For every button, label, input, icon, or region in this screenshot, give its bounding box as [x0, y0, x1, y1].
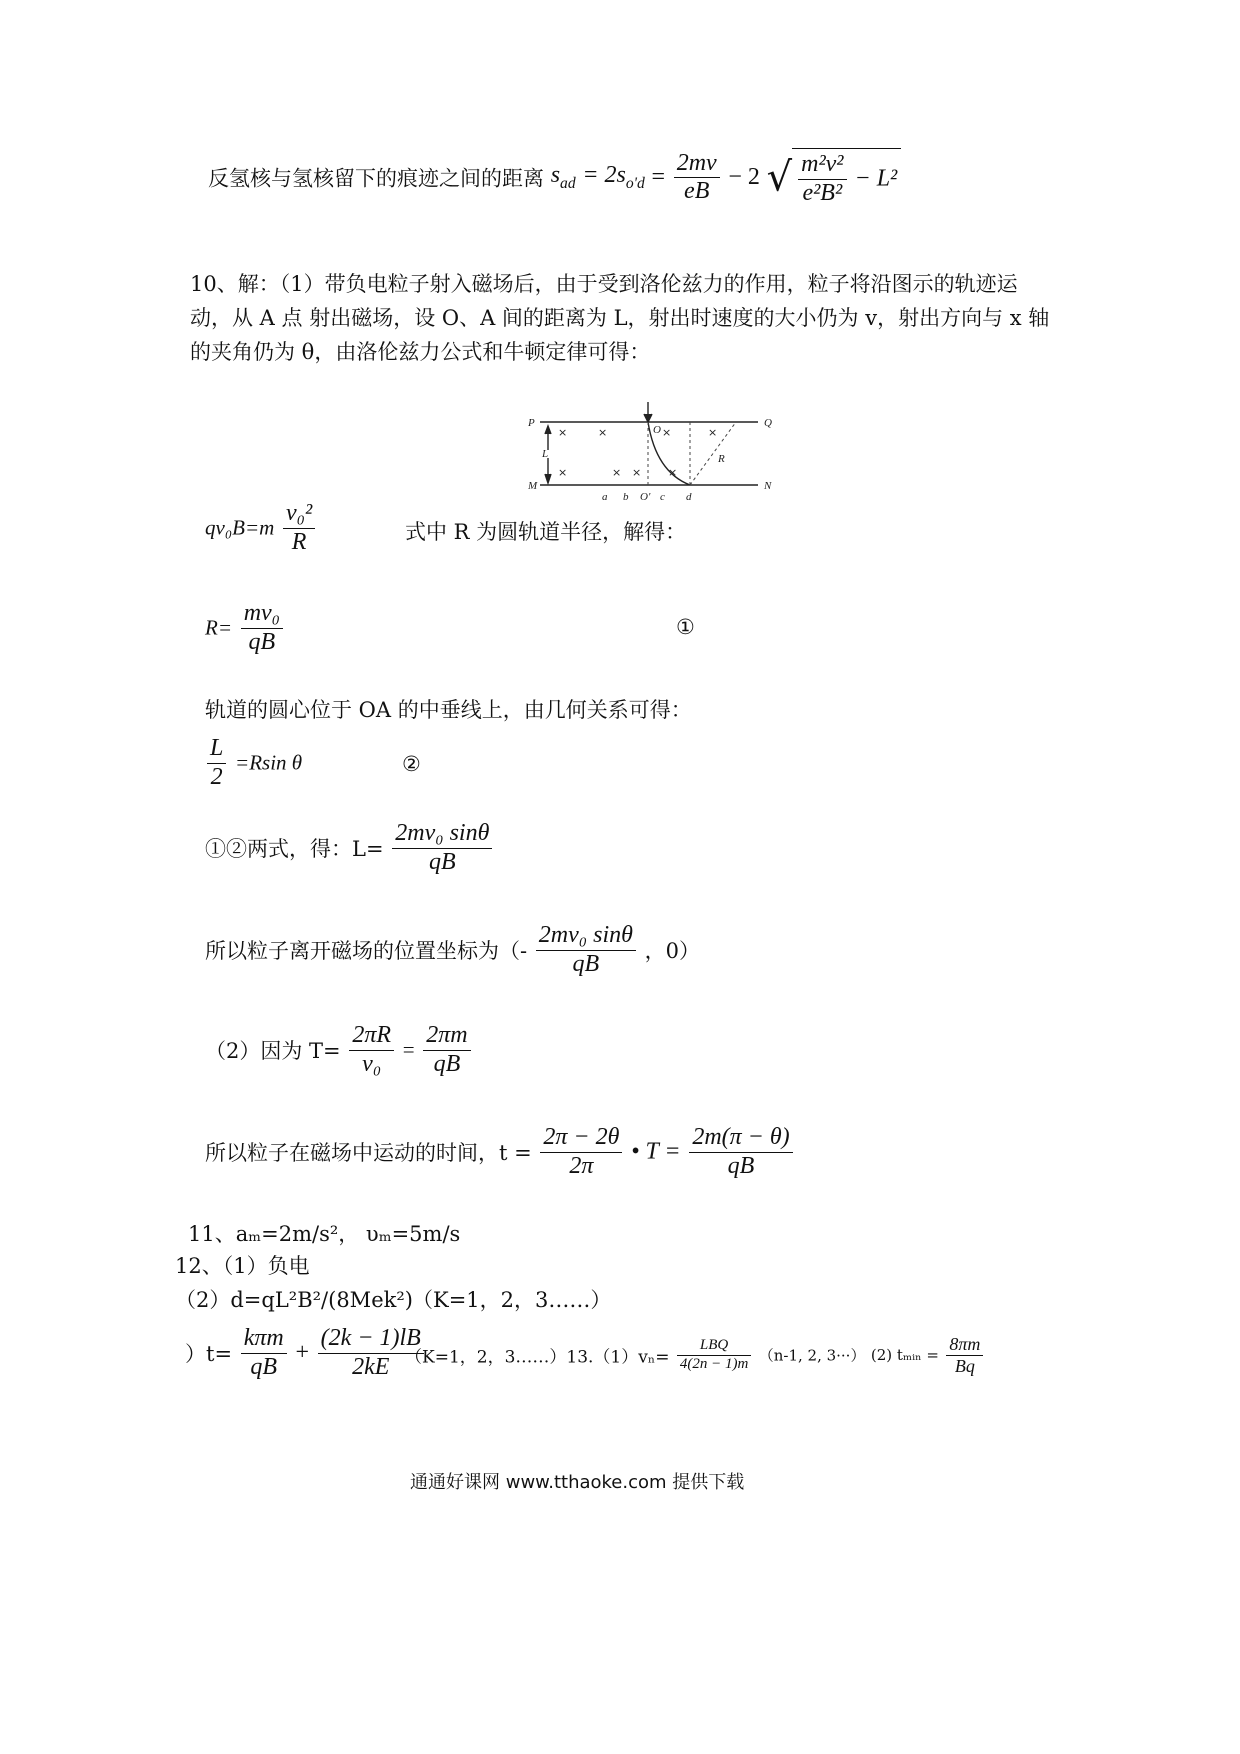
label-P: P	[528, 417, 535, 429]
combine-equation	[205, 820, 494, 876]
frac-m2v2-e2B2: $\frac{\text{m²v²}}{\text{e²B²}}$	[798, 151, 846, 207]
field-cross: ×	[558, 426, 568, 439]
label-M: M	[528, 480, 538, 492]
label-L: L	[542, 448, 549, 460]
period-equals: =	[402, 1037, 415, 1062]
s-ad-symbol: $s_{ad}$	[550, 162, 576, 192]
sqrt-expression	[767, 148, 902, 207]
q12-line-2b: （K=1，2，3……）	[412, 1288, 612, 1312]
frac-LBQ: $\frac{\text{LBQ}}{4(2n - 1)m}$	[677, 1337, 751, 1373]
radius-equation	[205, 600, 285, 656]
radius-lhs: R=	[205, 615, 232, 640]
label-O: O	[653, 424, 661, 436]
frac-2pim-qB: $\frac{2\pi m}{qB}$	[423, 1022, 470, 1078]
frac-2mv-eB: $\frac{2mv}{eB}$	[674, 150, 720, 206]
q10-line-2: 动，从 A 点 射出磁场，设 O、A 间的距离为 L，射出时速度的大小仍为 v，射出方向与 x 轴	[190, 306, 1050, 330]
field-cross: ×	[612, 466, 622, 479]
n-range: （n-1, 2, 3···）	[758, 1346, 866, 1365]
antihydrogen-text: 反氢核与氢核留下的痕迹之间的距离	[208, 166, 544, 191]
q11-answer: 11、aₘ=2m/s²， υₘ=5m/s	[188, 1222, 461, 1246]
label-a: a	[602, 491, 608, 503]
q12-t-prefix: ）t=	[185, 1342, 233, 1367]
period-equation	[205, 1022, 473, 1078]
frac-angle: $\frac{2\pi - 2\theta}{2\pi}$	[540, 1124, 622, 1180]
label-b: b	[623, 491, 629, 503]
field-cross: ×	[708, 426, 718, 439]
plus-sign: +	[295, 1339, 309, 1366]
q10-line-3: 的夹角仍为 θ，由洛伦兹力公式和牛顿定律可得：	[190, 340, 651, 364]
period-prefix: （2）因为 T=	[205, 1039, 341, 1064]
marker-1: ①	[676, 615, 695, 639]
force-note: 式中 R 为圆轨道半径，解得：	[405, 520, 687, 544]
force-lhs: qv₀B=m	[205, 515, 275, 540]
time-equation	[205, 1124, 795, 1180]
q12-time-line	[185, 1325, 426, 1381]
position-suffix: ，0）	[644, 939, 700, 964]
label-O-prime: O'	[640, 491, 651, 503]
time-prefix: 所以粒子在磁场中运动的时间，t =	[205, 1141, 532, 1166]
field-cross: ×	[668, 466, 678, 479]
marker-2: ②	[402, 752, 421, 776]
frac-v0sq-R: $\frac{\text{v₀²}}{R}$	[283, 500, 315, 556]
radical-sign: √	[766, 154, 793, 201]
eq-2s: = $2s_{o'd}$	[582, 162, 645, 192]
magnetic-field-diagram	[528, 400, 778, 515]
label-Q: Q	[764, 417, 772, 429]
frac-kpim-qB: $\frac{\text{kπm}}{qB}$	[241, 1325, 287, 1381]
time-mid: • T =	[631, 1138, 681, 1165]
field-cross: ×	[632, 466, 642, 479]
minus-two: − 2	[728, 164, 760, 191]
frac-2k-1-lB: $\frac{(2k - 1)lB}{2kE}$	[318, 1325, 424, 1381]
q12-line-2a: （2）d=qL²B²/(8Mek²)	[175, 1288, 413, 1312]
label-R: R	[718, 453, 725, 465]
geometry-rhs: =Rsin θ	[235, 750, 303, 775]
antihydrogen-distance-line	[208, 148, 901, 207]
field-cross: ×	[662, 426, 672, 439]
field-cross: ×	[598, 426, 608, 439]
page-footer: 通通好课网 www.tthaoke.com 提供下载	[410, 1472, 745, 1493]
geometry-line: 轨道的圆心位于 OA 的中垂线上，由几何关系可得：	[205, 698, 692, 722]
position-prefix: 所以粒子离开磁场的位置坐标为（-	[205, 939, 528, 964]
q10-line-1: 10、解：（1）带负电粒子射入磁场后，由于受到洛伦兹力的作用，粒子将沿图示的轨迹运	[190, 272, 1018, 296]
frac-L-2: $\frac{L}{2}$	[207, 735, 226, 791]
label-d: d	[686, 491, 692, 503]
combine-prefix: ①②两式，得：L=	[205, 837, 384, 862]
label-c: c	[660, 491, 665, 503]
geometry-equation	[205, 735, 302, 791]
position-equation	[205, 922, 700, 978]
force-equation	[205, 500, 317, 556]
q13-line	[405, 1334, 985, 1376]
frac-2piR-v0: $\frac{2\pi R}{\text{v₀}}$	[349, 1022, 394, 1078]
frac-8pim-Bq: $\frac{8\pi m}{Bq}$	[946, 1334, 983, 1376]
field-cross: ×	[558, 466, 568, 479]
frac-position: $\frac{\text{2mv₀ sinθ}}{qB}$	[536, 922, 636, 978]
minus-L2: − L²	[854, 165, 898, 192]
frac-time-result: $\frac{2m(\pi - \theta)}{qB}$	[689, 1124, 792, 1180]
frac-mv0-qB: $\frac{\text{mv₀}}{qB}$	[241, 600, 283, 656]
equals-sign: =	[651, 164, 666, 191]
label-N: N	[764, 480, 772, 492]
q12-line-1: 12、（1）负电	[175, 1254, 310, 1278]
tmin-prefix: (2) tₘᵢₙ =	[870, 1346, 939, 1365]
q12-k-range: （K=1，2，3……）13.（1）vₙ=	[405, 1347, 670, 1368]
frac-2mv0sin-qB: $\frac{\text{2mv₀ sinθ}}{qB}$	[392, 820, 492, 876]
